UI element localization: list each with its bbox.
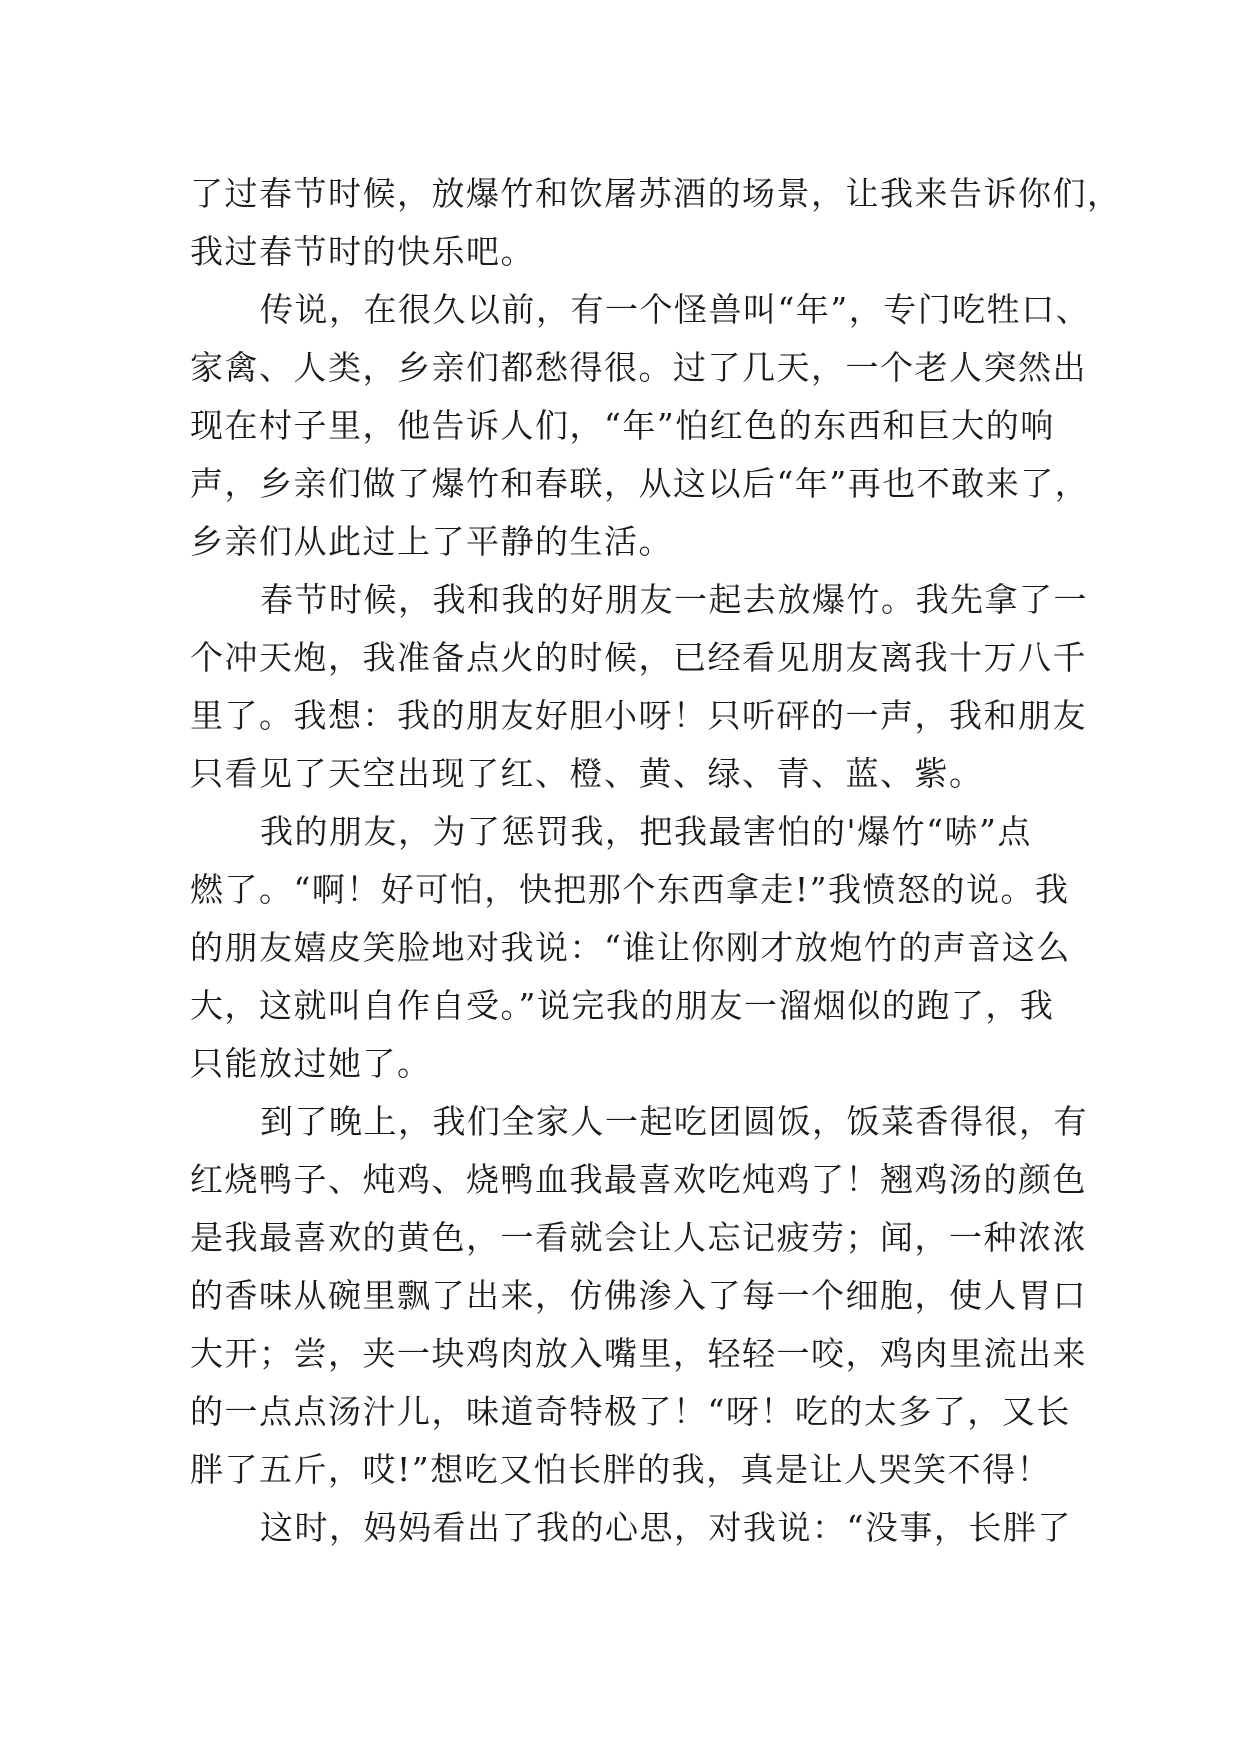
paragraph-first-line: 传说，在很久以前，有一个怪兽叫“年”，专门吃牲口、 [260, 290, 1091, 329]
text-line: 只看见了天空出现了红、橙、黄、绿、青、蓝、紫。 [190, 754, 984, 793]
text-line: 现在村子里，他告诉人们，“年”怕红色的东西和巨大的响 [190, 406, 1055, 445]
text-line: 大开；尝，夹一块鸡肉放入嘴里，轻轻一咬，鸡肉里流出来 [190, 1334, 1087, 1373]
text-line: 个冲天炮，我准备点火的时候，已经看见朋友离我十万八千 [190, 638, 1087, 677]
text-line: 的香味从碗里飘了出来，仿佛渗入了每一个细胞，使人胃口 [190, 1276, 1087, 1315]
text-line: 的朋友嬉皮笑脸地对我说：“谁让你刚才放炮竹的声音这么 [190, 928, 1071, 967]
text-line: 红烧鸭子、炖鸡、烧鸭血我最喜欢吃炖鸡了！翘鸡汤的颜色 [190, 1160, 1087, 1199]
paragraph-first-line: 春节时候，我和我的好朋友一起去放爆竹。我先拿了一 [260, 580, 1088, 619]
text-line: 燃了。“啊！好可怕，快把那个东西拿走!”我愤怒的说。我 [190, 870, 1070, 909]
essay-body [190, 165, 1122, 1557]
paragraph-first-line: 我的朋友，为了惩罚我，把我最害怕的'爆竹“哧”点 [260, 812, 1032, 851]
text-line: 是我最喜欢的黄色，一看就会让人忘记疲劳；闻，一种浓浓 [190, 1218, 1087, 1257]
text-line: 我过春节时的快乐吧。 [190, 232, 535, 271]
text-line: 大，这就叫自作自受。”说完我的朋友一溜烟似的跑了，我 [190, 986, 1055, 1025]
text-line: 声，乡亲们做了爆竹和春联，从这以后“年”再也不敢来了， [190, 464, 1090, 503]
text-line: 里了。我想：我的朋友好胆小呀！只听砰的一声，我和朋友 [190, 696, 1087, 735]
paragraph-first-line: 到了晚上，我们全家人一起吃团圆饭，饭菜香得很，有 [260, 1102, 1088, 1141]
text-line: 乡亲们从此过上了平静的生活。 [190, 522, 673, 561]
paragraph-first-line: 这时，妈妈看出了我的心思，对我说：“没事，长胖了 [260, 1508, 1072, 1547]
text-line: 胖了五斤，哎!”想吃又怕长胖的我，真是让人哭笑不得！ [190, 1450, 1052, 1489]
text-line: 的一点点汤汁儿，味道奇特极了！“呀！吃的太多了，又长 [190, 1392, 1071, 1431]
text-line: 家禽、人类，乡亲们都愁得很。过了几天，一个老人突然出 [190, 348, 1087, 387]
text-line: 了过春节时候，放爆竹和饮屠苏酒的场景，让我来告诉你们， [190, 174, 1122, 213]
text-line: 只能放过她了。 [190, 1044, 432, 1083]
